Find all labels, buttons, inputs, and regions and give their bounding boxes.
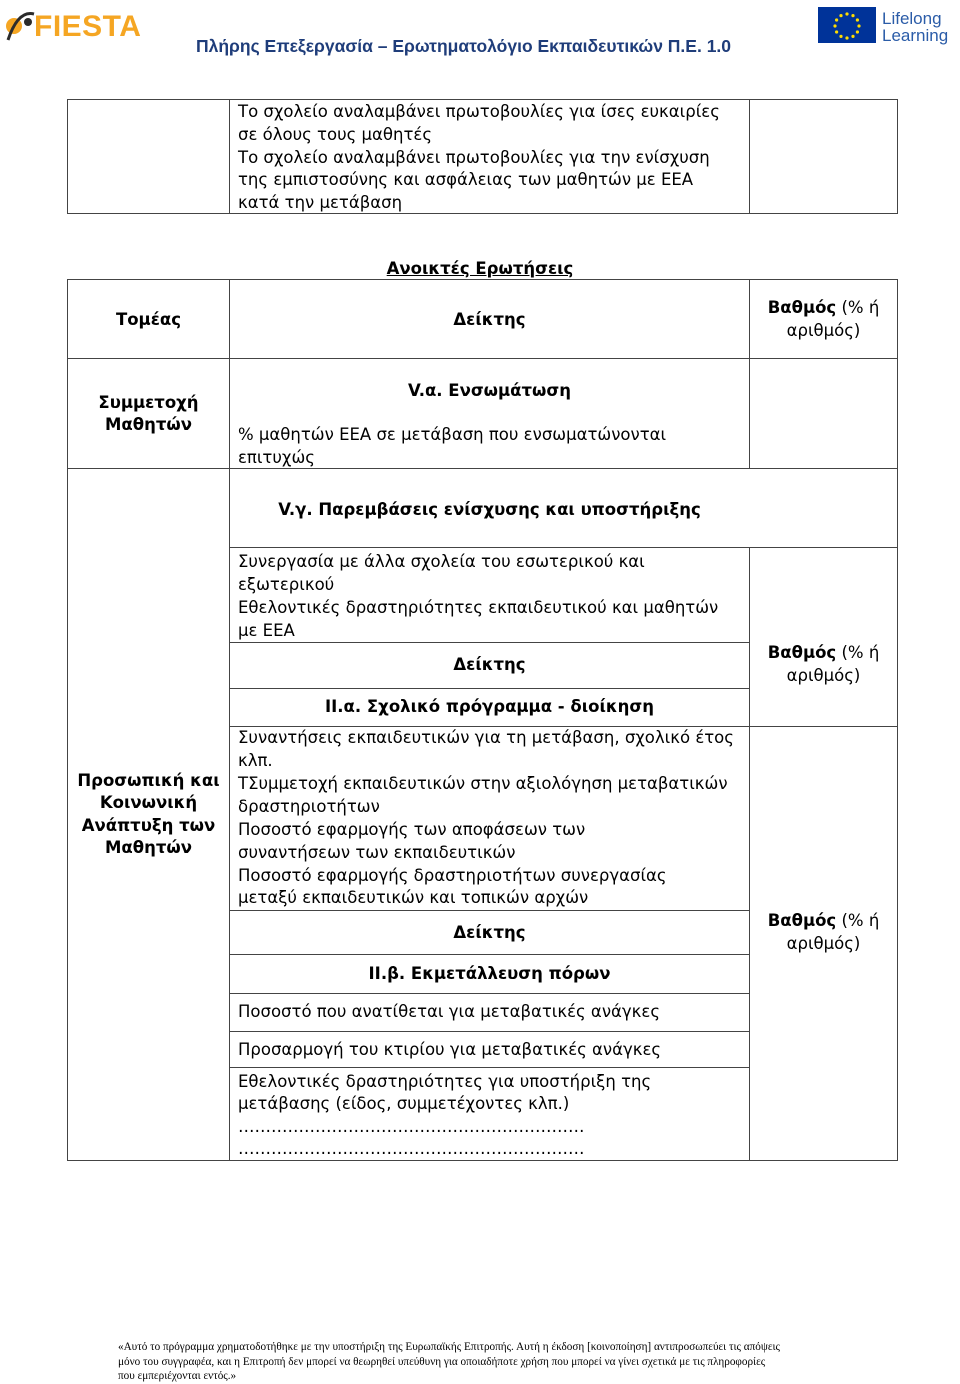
footer-line-1: «Αυτό το πρόγραμμα χρηματοδοτήθηκε με την υποστήριξη της Ευρωπαϊκής Επιτροπής. Αυτή η έκδοση [κοινοποίηση] αντιπροσωπεύει τις απόψεις [118, 1341, 780, 1353]
vg-line-1: Συνεργασία με άλλα σχολεία του εσωτερικού και [238, 552, 645, 571]
top-table-col1 [67, 99, 230, 214]
vg-line-3: Εθελοντικές δραστηριότητες εκπαιδευτικού και μαθητών [238, 598, 719, 617]
iia-line-6: συναντήσεων των εκπαιδευτικών [238, 843, 516, 862]
footer-line-2: μόνο του συγγραφέα, και η Επιτροπή δεν μπορεί να θεωρηθεί υπεύθυνη για οποιαδήποτε χρήση που μπορεί να γίνει σχετικά με τις πληροφορίες [118, 1355, 766, 1368]
iia-line-1: Συναντήσεις εκπαιδευτικών για τη μετάβαση, σχολικό έτος [238, 728, 734, 747]
iia-line-4: δραστηριοτήτων [238, 797, 380, 816]
iib-row3-line1: Εθελοντικές δραστηριότητες για υποστήριξη της [238, 1072, 652, 1091]
iib-row3-line2: μετάβασης (είδος, συμμετέχοντες κλπ.) [238, 1094, 570, 1113]
top-text-5: κατά την μετάβαση [238, 193, 403, 212]
score3-line2: αριθμός) [786, 934, 861, 953]
sector2-line2: Κοινωνική [99, 793, 198, 812]
iia-line-5: Ποσοστό εφαρμογής των αποφάσεων των [238, 820, 586, 839]
header-score [749, 297, 898, 320]
vg-line-2: εξωτερικού [238, 575, 335, 594]
va-score-cell [749, 358, 898, 469]
score2-line2: αριθμός) [786, 666, 861, 685]
iib-row3-line3: ……………………………………………………… [238, 1117, 585, 1136]
header-indicator: Δείκτης [453, 310, 526, 329]
iib-row2: Προσαρμογή του κτιρίου για μεταβατικές ανάγκες [238, 1040, 662, 1059]
iia-title: ΙΙ.α. Σχολικό πρόγραμμα - διοίκηση [325, 697, 654, 716]
score3-label [749, 910, 898, 933]
sector2-line4: Μαθητών [105, 838, 192, 857]
page-title: Πλήρης Επεξεργασία – Ερωτηματολόγιο Εκπαιδευτικών Π.Ε. 1.0 [196, 36, 732, 56]
va-line-2: επιτυχώς [238, 448, 315, 467]
indicator2-label: Δείκτης [453, 655, 526, 674]
top-text-4: της εμπιστοσύνης και ασφάλειας των μαθητών με ΕΕΑ [238, 170, 694, 189]
score2-rest: (% ή [836, 643, 880, 662]
iia-line-2: κλπ. [238, 751, 273, 770]
iib-title: ΙΙ.β. Εκμετάλλευση πόρων [368, 964, 611, 983]
lifelong-learning-logo [882, 10, 948, 44]
score2-label [749, 642, 898, 665]
sector2-line3: Ανάπτυξη των [81, 816, 216, 835]
top-text-2: σε όλους τους μαθητές [238, 125, 433, 144]
header-score-bold: Βαθμός [767, 298, 837, 317]
header-score-line2: αριθμός) [786, 321, 861, 340]
vg-title: V.γ. Παρεμβάσεις ενίσχυσης και υποστήριξης [278, 500, 701, 519]
indicator3-label: Δείκτης [453, 923, 526, 942]
score2-bold: Βαθμός [767, 643, 837, 662]
ll-line1: Lifelong [882, 9, 942, 28]
sector1-line2: Μαθητών [105, 415, 192, 434]
header-score-rest: (% ή [836, 298, 880, 317]
footer-line-3: που εμπεριέχονται εντός.» [118, 1370, 237, 1382]
fiesta-logo-text: FIESTA [34, 10, 142, 43]
eu-flag-icon [818, 7, 876, 43]
ll-line2: Learning [882, 26, 949, 45]
va-title: V.α. Ενσωμάτωση [408, 381, 571, 400]
header-sector: Τομέας [115, 310, 182, 329]
section-title: Ανοικτές Ερωτήσεις [386, 259, 574, 278]
iia-line-3: ΤΣυμμετοχή εκπαιδευτικών στην αξιολόγηση μεταβατικών [238, 774, 728, 793]
top-text-3: Το σχολείο αναλαμβάνει πρωτοβουλίες για την ενίσχυση [238, 148, 710, 167]
iib-row1: Ποσοστό που ανατίθεται για μεταβατικές ανάγκες [238, 1002, 660, 1021]
score2-cell [749, 547, 898, 727]
sector2-line1: Προσωπική και [77, 771, 220, 790]
score3-bold: Βαθμός [767, 911, 837, 930]
iib-row3-line4: ……………………………………………………… [238, 1139, 585, 1158]
vg-line-4: με ΕΕΑ [238, 621, 295, 640]
va-line-1: % μαθητών ΕΕΑ σε μετάβαση που ενσωματώνονται [238, 425, 667, 444]
iia-line-7: Ποσοστό εφαρμογής δραστηριοτήτων συνεργασίας [238, 866, 667, 885]
footer-disclaimer [118, 1340, 858, 1384]
top-text-1: Το σχολείο αναλαμβάνει πρωτοβουλίες για ίσες ευκαιρίες [238, 102, 720, 121]
score3-rest: (% ή [836, 911, 880, 930]
iia-line-8: μεταξύ εκπαιδευτικών και τοπικών αρχών [238, 888, 589, 907]
top-table-col3 [749, 99, 898, 214]
sector1-line1: Συμμετοχή [98, 393, 199, 412]
